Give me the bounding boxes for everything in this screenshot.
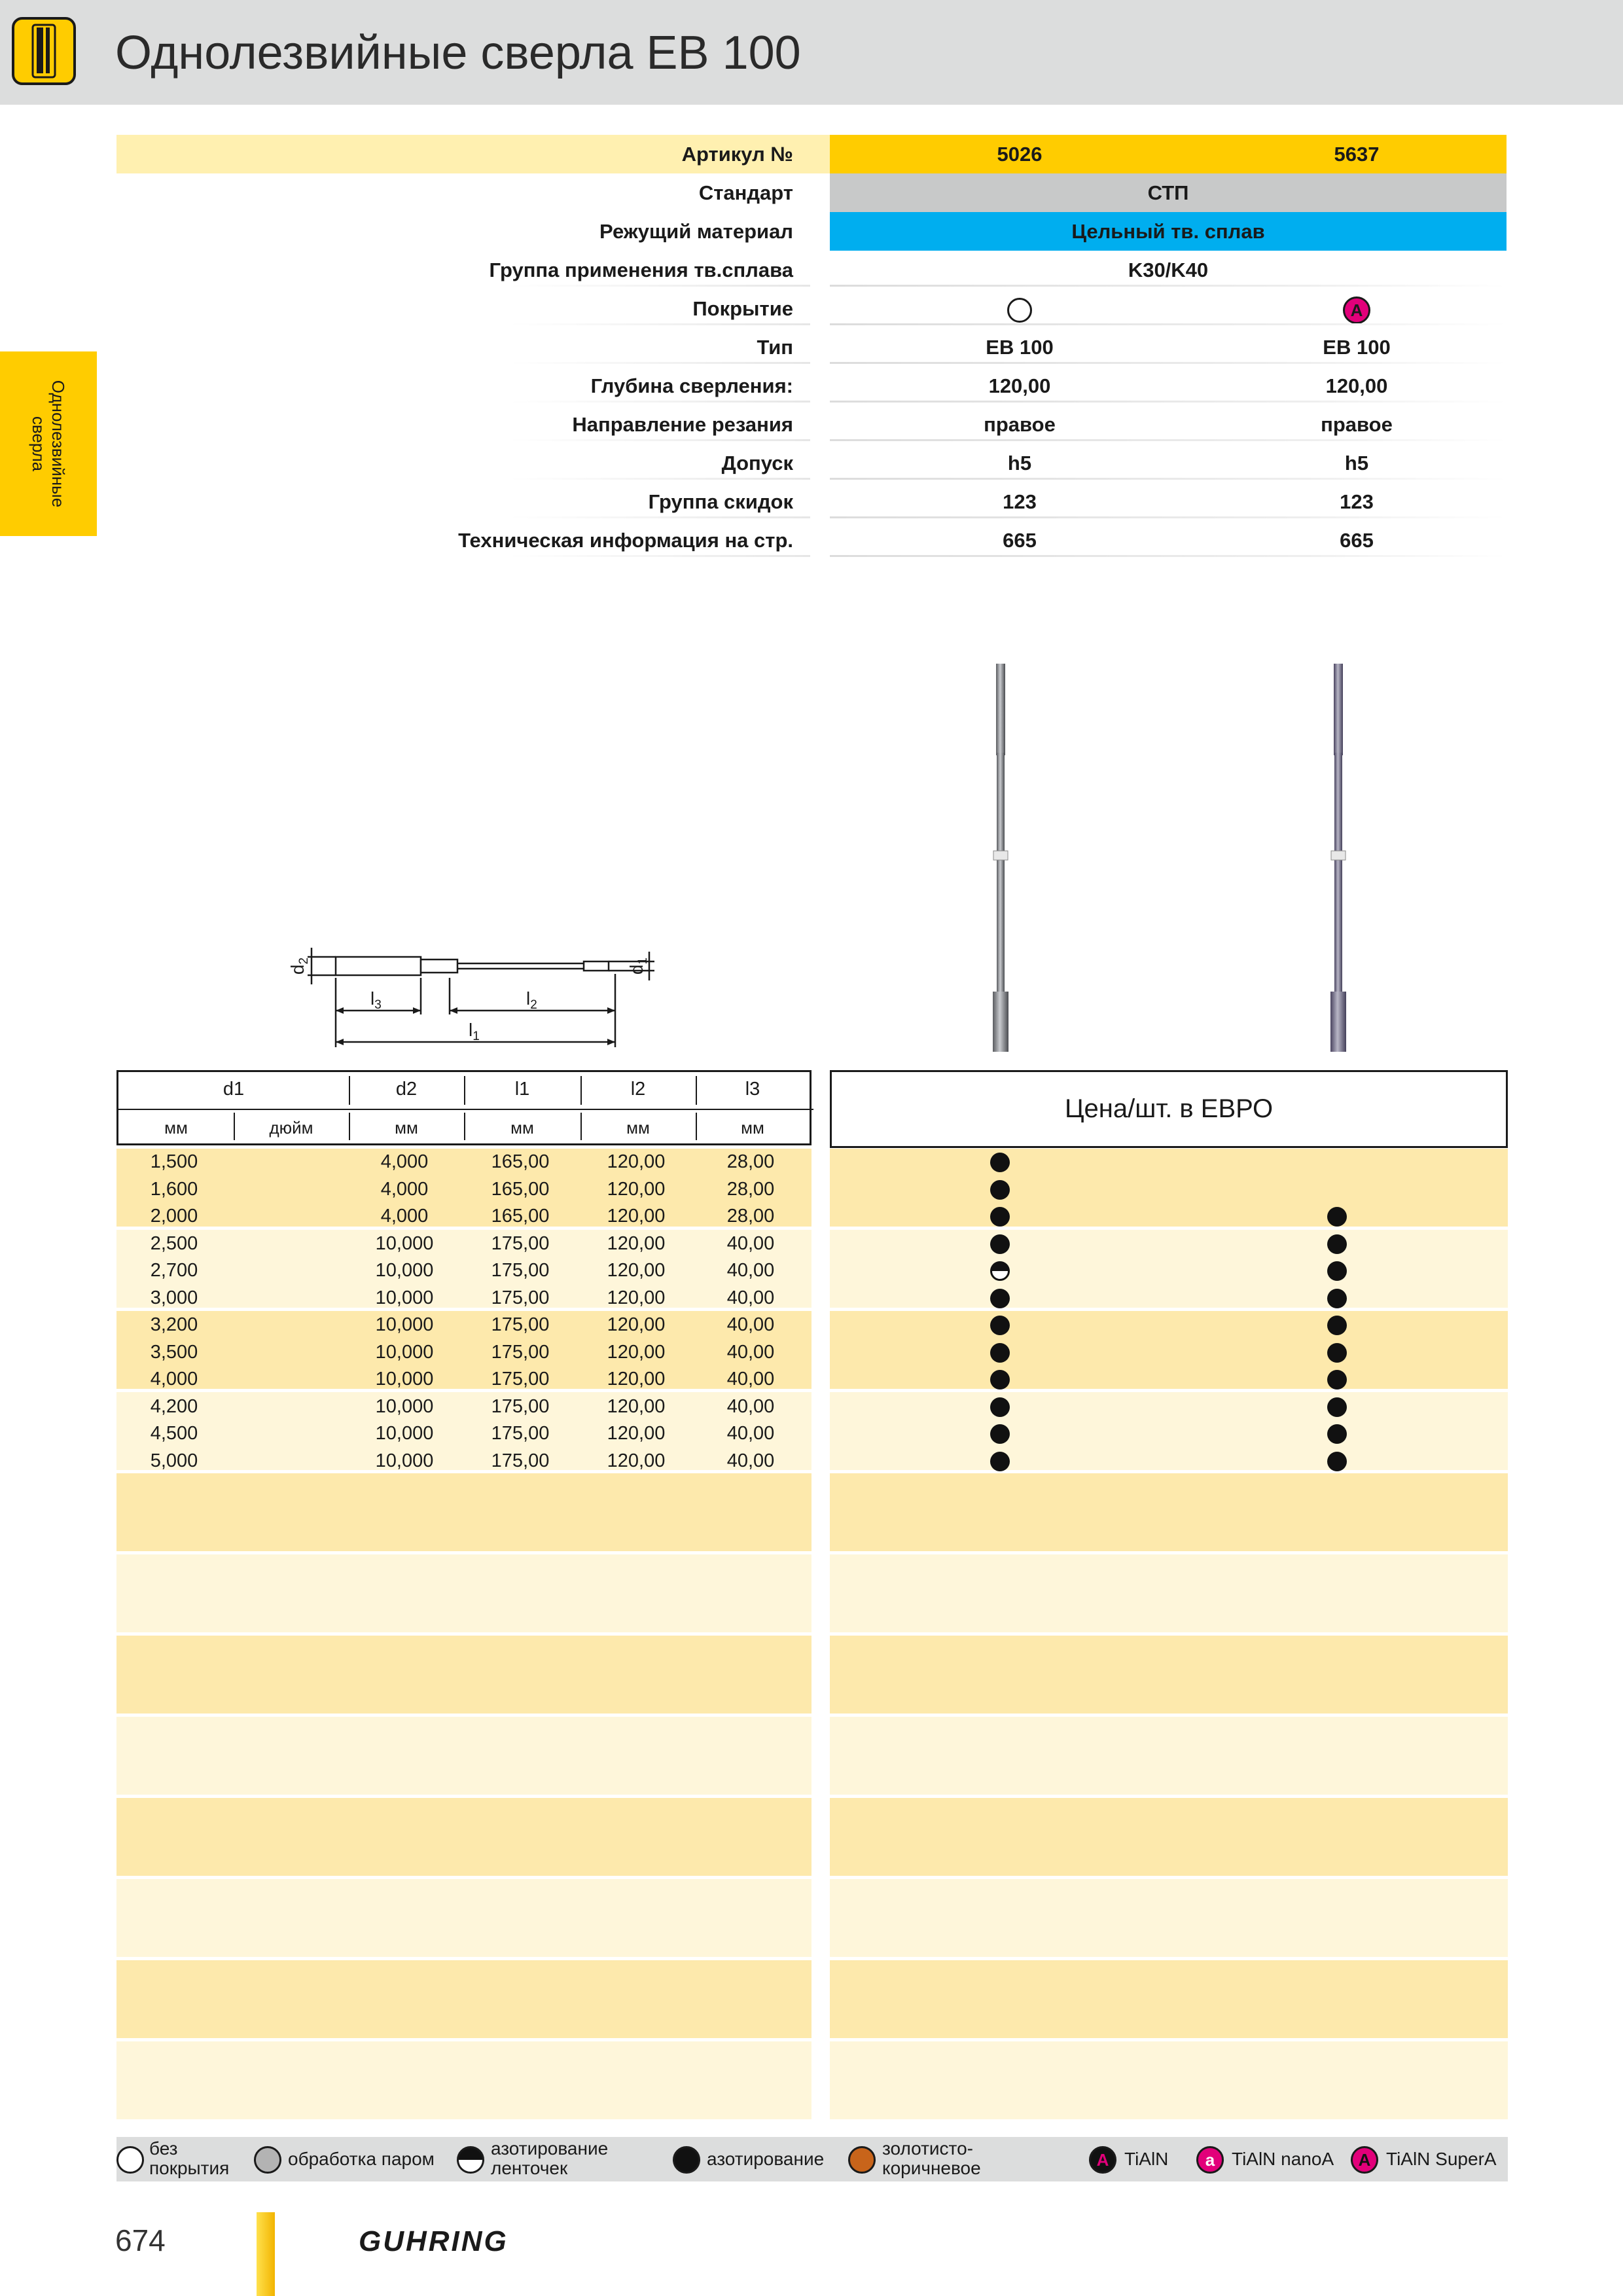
cell-l3: 40,00 bbox=[726, 1232, 775, 1254]
availability-dot-5637[interactable] bbox=[1327, 1452, 1347, 1471]
brand-logo: GUHRING bbox=[359, 2225, 508, 2257]
cell-l2: 120,00 bbox=[607, 1395, 666, 1417]
section-tab-label: Однолезвийные сверла bbox=[29, 380, 68, 508]
spec-row-article bbox=[116, 135, 1507, 173]
availability-dot-5637[interactable] bbox=[1327, 1261, 1347, 1281]
cell-d2: 4,000 bbox=[380, 1151, 429, 1172]
page-title: Однолезвийные сверла EB 100 bbox=[115, 27, 801, 79]
band bbox=[830, 1879, 1508, 1957]
table-row bbox=[116, 1420, 1508, 1448]
cell-l2: 120,00 bbox=[607, 1206, 666, 1227]
type-5026: EB 100 bbox=[986, 336, 1054, 359]
cell-l3: 40,00 bbox=[726, 1395, 775, 1417]
cell-d2: 10,000 bbox=[375, 1369, 434, 1390]
techinfo-5637[interactable]: 665 bbox=[1340, 529, 1374, 552]
availability-dot-5026[interactable] bbox=[990, 1180, 1010, 1200]
table-row bbox=[116, 1339, 1508, 1367]
unit-d1-mm: мм bbox=[164, 1118, 188, 1138]
discount-label: Группа скидок bbox=[648, 490, 793, 513]
cell-d2: 10,000 bbox=[375, 1232, 434, 1254]
drill-image-5026 bbox=[982, 661, 1021, 1054]
cell-d1: 4,000 bbox=[150, 1369, 198, 1390]
group-label: Группа применения тв.сплава bbox=[489, 259, 793, 281]
cell-l1: 175,00 bbox=[491, 1423, 550, 1444]
availability-dot-5026[interactable] bbox=[990, 1261, 1010, 1281]
table-row bbox=[116, 1176, 1508, 1204]
unit-l3: мм bbox=[741, 1118, 764, 1138]
tolerance-5026: h5 bbox=[1007, 452, 1032, 475]
availability-dot-5637[interactable] bbox=[1327, 1343, 1347, 1363]
spec-row-standard bbox=[116, 173, 1507, 212]
dimension-table-header bbox=[116, 1070, 812, 1145]
legend-uncoated: без покрытия bbox=[149, 2138, 230, 2178]
cell-l3: 28,00 bbox=[726, 1178, 775, 1200]
cell-d2: 10,000 bbox=[375, 1314, 434, 1335]
standard-value: СТП bbox=[1147, 181, 1189, 204]
spec-row-group bbox=[116, 251, 1507, 289]
availability-dot-5026[interactable] bbox=[990, 1452, 1010, 1471]
article-5637: 5637 bbox=[1334, 143, 1380, 166]
cell-l1: 175,00 bbox=[491, 1395, 550, 1417]
cell-l1: 165,00 bbox=[491, 1178, 550, 1200]
standard-label: Стандарт bbox=[698, 181, 793, 204]
cell-d1: 4,200 bbox=[150, 1395, 198, 1417]
unit-d2: мм bbox=[395, 1118, 418, 1138]
cell-l3: 40,00 bbox=[726, 1423, 775, 1444]
cell-d2: 10,000 bbox=[375, 1395, 434, 1417]
type-label: Тип bbox=[757, 336, 793, 359]
cell-d2: 4,000 bbox=[380, 1178, 429, 1200]
table-row bbox=[116, 1257, 1508, 1285]
cell-l3: 40,00 bbox=[726, 1314, 775, 1335]
diagram-label-d2: $d_2$ bbox=[287, 957, 311, 975]
tialn-super-icon: A bbox=[1351, 2146, 1378, 2174]
direction-5637: правое bbox=[1321, 413, 1393, 436]
cell-d2: 4,000 bbox=[380, 1206, 429, 1227]
band bbox=[830, 1960, 1508, 2038]
cell-l2: 120,00 bbox=[607, 1287, 666, 1308]
legend-tialn: TiAlN bbox=[1124, 2149, 1169, 2169]
availability-dot-5026[interactable] bbox=[990, 1343, 1010, 1363]
cell-d2: 10,000 bbox=[375, 1423, 434, 1444]
diagram-label-l2: $l_2$ bbox=[526, 988, 537, 1012]
cell-d1: 3,500 bbox=[150, 1341, 198, 1363]
band bbox=[830, 1636, 1508, 1713]
cell-l2: 120,00 bbox=[607, 1369, 666, 1390]
spec-row-techinfo bbox=[116, 521, 1507, 560]
cell-l2: 120,00 bbox=[607, 1232, 666, 1254]
availability-dot-5637[interactable] bbox=[1327, 1316, 1347, 1335]
cell-l2: 120,00 bbox=[607, 1423, 666, 1444]
direction-label: Направление резания bbox=[572, 413, 793, 436]
spec-row-tolerance bbox=[116, 444, 1507, 482]
drill-dimension-diagram bbox=[275, 923, 668, 1054]
band bbox=[116, 1879, 812, 1957]
legend-nitrided: азотирование bbox=[707, 2149, 825, 2169]
direction-5026: правое bbox=[984, 413, 1056, 436]
cell-d1: 2,000 bbox=[150, 1206, 198, 1227]
spec-row-coating bbox=[116, 289, 1507, 328]
cell-l1: 175,00 bbox=[491, 1232, 550, 1254]
band bbox=[116, 1473, 812, 1551]
gold-brown-icon bbox=[848, 2146, 876, 2174]
availability-dot-5026[interactable] bbox=[990, 1370, 1010, 1390]
availability-dot-5026[interactable] bbox=[990, 1397, 1010, 1417]
unit-l2: мм bbox=[626, 1118, 650, 1138]
cell-d1: 3,200 bbox=[150, 1314, 198, 1335]
group-value: K30/K40 bbox=[1128, 259, 1209, 281]
cell-l3: 40,00 bbox=[726, 1369, 775, 1390]
tialn-icon: A bbox=[1089, 2146, 1116, 2174]
footer-accent-bar bbox=[257, 2212, 275, 2296]
band bbox=[830, 1717, 1508, 1795]
depth-label: Глубина сверления: bbox=[590, 374, 793, 397]
availability-dot-5026[interactable] bbox=[990, 1207, 1010, 1227]
diagram-label-d1: $d_1$ bbox=[626, 957, 650, 975]
diagram-label-l3: $l_3$ bbox=[370, 988, 382, 1012]
uncoated-icon bbox=[1007, 298, 1032, 323]
header-l1: l1 bbox=[514, 1079, 530, 1100]
cell-l2: 120,00 bbox=[607, 1260, 666, 1281]
type-5637: EB 100 bbox=[1323, 336, 1391, 359]
article-5026: 5026 bbox=[997, 143, 1043, 166]
band bbox=[830, 1798, 1508, 1876]
cell-d2: 10,000 bbox=[375, 1341, 434, 1363]
section-tab[interactable] bbox=[0, 351, 97, 536]
availability-dot-5026[interactable] bbox=[990, 1316, 1010, 1335]
availability-dot-5026[interactable] bbox=[990, 1289, 1010, 1308]
cell-d1: 1,500 bbox=[150, 1151, 198, 1172]
cell-l2: 120,00 bbox=[607, 1151, 666, 1172]
availability-dot-5637[interactable] bbox=[1327, 1234, 1347, 1254]
table-row bbox=[116, 1149, 1508, 1176]
table-row bbox=[116, 1448, 1508, 1475]
cell-l3: 40,00 bbox=[726, 1260, 775, 1281]
diagram-label-l1: $l_1$ bbox=[469, 1020, 480, 1043]
cell-l3: 40,00 bbox=[726, 1450, 775, 1471]
band bbox=[830, 1554, 1508, 1632]
land-nitrided-icon bbox=[457, 2146, 484, 2174]
unit-d1-inch: дюйм bbox=[269, 1118, 313, 1138]
cell-l2: 120,00 bbox=[607, 1178, 666, 1200]
tialn-nano-icon: a bbox=[1196, 2146, 1224, 2174]
table-row bbox=[116, 1285, 1508, 1312]
spec-row-depth bbox=[116, 367, 1507, 405]
tolerance-label: Допуск bbox=[721, 452, 793, 475]
cell-l1: 175,00 bbox=[491, 1341, 550, 1363]
depth-5637: 120,00 bbox=[1325, 374, 1388, 397]
header-d2: d2 bbox=[395, 1079, 418, 1100]
discount-5026: 123 bbox=[1003, 490, 1037, 513]
cell-d1: 1,600 bbox=[150, 1178, 198, 1200]
techinfo-label: Техническая информация на стр. bbox=[458, 529, 793, 552]
cell-d2: 10,000 bbox=[375, 1260, 434, 1281]
cell-d1: 5,000 bbox=[150, 1450, 198, 1471]
cell-d1: 4,500 bbox=[150, 1423, 198, 1444]
band bbox=[116, 1798, 812, 1876]
page-number: 674 bbox=[115, 2223, 166, 2257]
cell-l1: 175,00 bbox=[491, 1260, 550, 1281]
discount-5637: 123 bbox=[1340, 490, 1374, 513]
spec-row-material bbox=[116, 212, 1507, 251]
availability-dot-5637[interactable] bbox=[1327, 1370, 1347, 1390]
table-row bbox=[116, 1393, 1508, 1421]
header-l2: l2 bbox=[630, 1079, 646, 1100]
spec-row-direction bbox=[116, 405, 1507, 444]
material-value: Цельный тв. сплав bbox=[1071, 220, 1265, 243]
depth-5026: 120,00 bbox=[988, 374, 1051, 397]
steam-treated-icon bbox=[254, 2146, 281, 2174]
price-header: Цена/шт. в ЕВРО bbox=[830, 1070, 1508, 1148]
band bbox=[830, 1473, 1508, 1551]
uncoated-icon bbox=[116, 2146, 144, 2174]
legend-nitride-strip: азотирование ленточек bbox=[491, 2138, 609, 2178]
band bbox=[116, 1554, 812, 1632]
cell-l1: 175,00 bbox=[491, 1450, 550, 1471]
availability-dot-5026[interactable] bbox=[990, 1234, 1010, 1254]
coating-label: Покрытие bbox=[692, 297, 793, 320]
band bbox=[116, 1636, 812, 1713]
table-row bbox=[116, 1203, 1508, 1230]
table-row bbox=[116, 1312, 1508, 1339]
cell-d2: 10,000 bbox=[375, 1450, 434, 1471]
table-row bbox=[116, 1366, 1508, 1393]
legend-tialn-nano: TiAlN nanoA bbox=[1232, 2149, 1334, 2169]
coating-legend bbox=[116, 2137, 1508, 2181]
cell-l3: 28,00 bbox=[726, 1206, 775, 1227]
techinfo-5026[interactable]: 665 bbox=[1003, 529, 1037, 552]
cell-l1: 165,00 bbox=[491, 1206, 550, 1227]
cell-l1: 175,00 bbox=[491, 1369, 550, 1390]
band bbox=[830, 2041, 1508, 2119]
table-row bbox=[116, 1230, 1508, 1258]
band bbox=[116, 1717, 812, 1795]
availability-dot-5637[interactable] bbox=[1327, 1207, 1347, 1227]
header-l3: l3 bbox=[745, 1079, 760, 1100]
cell-l1: 165,00 bbox=[491, 1151, 550, 1172]
cell-l1: 175,00 bbox=[491, 1287, 550, 1308]
cell-l2: 120,00 bbox=[607, 1314, 666, 1335]
legend-steam: обработка паром bbox=[288, 2149, 435, 2169]
spec-row-type bbox=[116, 328, 1507, 367]
cell-l3: 28,00 bbox=[726, 1151, 775, 1172]
cell-l3: 40,00 bbox=[726, 1287, 775, 1308]
availability-dot-5026[interactable] bbox=[990, 1153, 1010, 1172]
band bbox=[116, 1960, 812, 2038]
cell-d1: 2,500 bbox=[150, 1232, 198, 1254]
material-label: Режущий материал bbox=[599, 220, 793, 243]
legend-gold-brown: золотисто- коричневое bbox=[882, 2138, 981, 2178]
legend-tialn-super: TiAlN SuperA bbox=[1386, 2149, 1497, 2169]
tialn-coating-icon: A bbox=[1343, 296, 1370, 324]
drill-category-icon bbox=[12, 17, 76, 85]
tolerance-5637: h5 bbox=[1344, 452, 1369, 475]
cell-l1: 175,00 bbox=[491, 1314, 550, 1335]
cell-d1: 2,700 bbox=[150, 1260, 198, 1281]
availability-dot-5637[interactable] bbox=[1327, 1397, 1347, 1417]
nitrided-icon bbox=[673, 2146, 700, 2174]
cell-d1: 3,000 bbox=[150, 1287, 198, 1308]
header-d1: d1 bbox=[223, 1079, 245, 1100]
cell-l2: 120,00 bbox=[607, 1450, 666, 1471]
cell-l3: 40,00 bbox=[726, 1341, 775, 1363]
availability-dot-5637[interactable] bbox=[1327, 1424, 1347, 1444]
drill-image-5637 bbox=[1319, 661, 1359, 1054]
cell-d2: 10,000 bbox=[375, 1287, 434, 1308]
availability-dot-5637[interactable] bbox=[1327, 1289, 1347, 1308]
band bbox=[116, 2041, 812, 2119]
article-label: Артикул № bbox=[681, 143, 793, 166]
spec-row-discount bbox=[116, 482, 1507, 521]
availability-dot-5026[interactable] bbox=[990, 1424, 1010, 1444]
cell-l2: 120,00 bbox=[607, 1341, 666, 1363]
unit-l1: мм bbox=[510, 1118, 534, 1138]
